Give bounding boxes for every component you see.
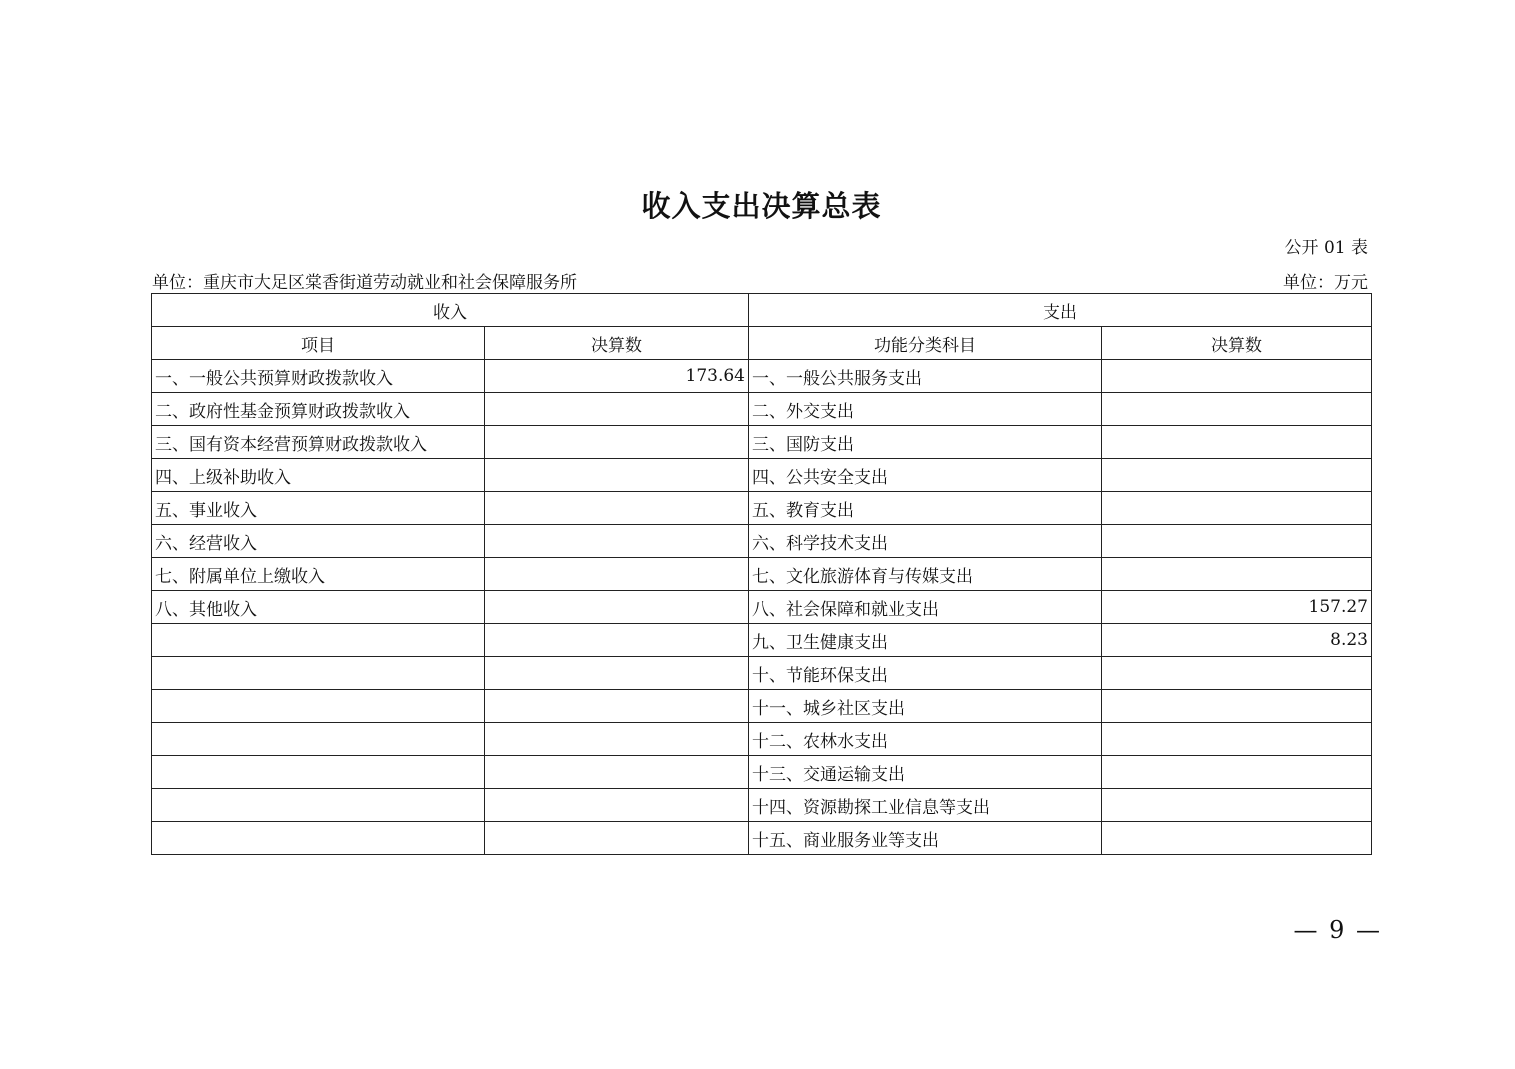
expense-item-cell: 三、国防支出 [749, 426, 1102, 459]
income-item-cell [152, 690, 485, 723]
income-item-cell: 七、附属单位上缴收入 [152, 558, 485, 591]
table-row [152, 690, 1372, 723]
expense-item-cell: 四、公共安全支出 [749, 459, 1102, 492]
income-amount-cell [485, 756, 749, 789]
expense-item-cell: 十四、资源勘探工业信息等支出 [749, 789, 1102, 822]
expense-item-cell: 九、卫生健康支出 [749, 624, 1102, 657]
expense-item-cell: 七、文化旅游体育与传媒支出 [749, 558, 1102, 591]
expense-item-cell: 十一、城乡社区支出 [749, 690, 1102, 723]
income-amount-cell [485, 459, 749, 492]
table-row [152, 723, 1372, 756]
expense-amount-cell: 157.27 [1102, 591, 1372, 624]
income-item-cell [152, 789, 485, 822]
table-body [152, 360, 1372, 855]
income-amount-cell [485, 723, 749, 756]
income-amount-cell [485, 822, 749, 855]
income-amount-cell [485, 657, 749, 690]
page-title: 收入支出决算总表 [641, 189, 882, 223]
table-row [152, 459, 1372, 492]
expense-amount-cell [1102, 657, 1372, 690]
expense-item-cell: 五、教育支出 [749, 492, 1102, 525]
expense-amount-cell: 8.23 [1102, 624, 1372, 657]
expense-amount-cell [1102, 459, 1372, 492]
unit-organization: 单位：重庆市大足区棠香街道劳动就业和社会保障服务所 [152, 273, 577, 293]
income-amount-cell [485, 393, 749, 426]
expense-item-cell: 一、一般公共服务支出 [749, 360, 1102, 393]
income-item-cell: 八、其他收入 [152, 591, 485, 624]
item-column-header: 项目 [152, 327, 485, 360]
expense-amount-cell [1102, 360, 1372, 393]
income-item-cell [152, 723, 485, 756]
page-number: — 9 — [1293, 916, 1382, 944]
budget-table [151, 293, 1372, 855]
expense-item-cell: 十五、商业服务业等支出 [749, 822, 1102, 855]
income-item-cell: 四、上级补助收入 [152, 459, 485, 492]
income-item-cell: 二、政府性基金预算财政拨款收入 [152, 393, 485, 426]
expense-item-cell: 十二、农林水支出 [749, 723, 1102, 756]
table-row [152, 624, 1372, 657]
expense-amount-cell [1102, 789, 1372, 822]
income-amount-cell [485, 558, 749, 591]
table-row [152, 426, 1372, 459]
income-amount-cell [485, 492, 749, 525]
expense-header: 支出 [749, 294, 1372, 327]
expense-amount-cell [1102, 723, 1372, 756]
income-amount-cell [485, 525, 749, 558]
expense-amount-cell [1102, 756, 1372, 789]
table-row [152, 525, 1372, 558]
table-row [152, 393, 1372, 426]
income-amount-column-header: 决算数 [485, 327, 749, 360]
income-item-cell [152, 822, 485, 855]
income-header: 收入 [152, 294, 749, 327]
expense-item-cell: 二、外交支出 [749, 393, 1102, 426]
table-row [152, 822, 1372, 855]
function-subject-column-header: 功能分类科目 [749, 327, 1102, 360]
unit-currency: 单位：万元 [1283, 273, 1368, 293]
expense-amount-cell [1102, 525, 1372, 558]
table-group-header-row [152, 294, 1372, 327]
income-item-cell [152, 657, 485, 690]
table-row [152, 789, 1372, 822]
income-amount-cell [485, 624, 749, 657]
table-row [152, 756, 1372, 789]
expense-amount-cell [1102, 426, 1372, 459]
income-amount-cell: 173.64 [485, 360, 749, 393]
expense-amount-column-header: 决算数 [1102, 327, 1372, 360]
table-row [152, 492, 1372, 525]
expense-item-cell: 六、科学技术支出 [749, 525, 1102, 558]
table-row [152, 360, 1372, 393]
expense-amount-cell [1102, 822, 1372, 855]
table-column-header-row [152, 327, 1372, 360]
income-item-cell: 六、经营收入 [152, 525, 485, 558]
income-amount-cell [485, 690, 749, 723]
expense-item-cell: 十、节能环保支出 [749, 657, 1102, 690]
expense-amount-cell [1102, 690, 1372, 723]
form-number: 公开 01 表 [1284, 238, 1368, 258]
table-row [152, 591, 1372, 624]
expense-item-cell: 八、社会保障和就业支出 [749, 591, 1102, 624]
table-row [152, 558, 1372, 591]
expense-item-cell: 十三、交通运输支出 [749, 756, 1102, 789]
income-item-cell: 五、事业收入 [152, 492, 485, 525]
expense-amount-cell [1102, 492, 1372, 525]
income-item-cell: 一、一般公共预算财政拨款收入 [152, 360, 485, 393]
table-row [152, 657, 1372, 690]
income-item-cell [152, 624, 485, 657]
expense-amount-cell [1102, 393, 1372, 426]
income-item-cell [152, 756, 485, 789]
income-amount-cell [485, 426, 749, 459]
income-amount-cell [485, 591, 749, 624]
expense-amount-cell [1102, 558, 1372, 591]
income-amount-cell [485, 789, 749, 822]
income-item-cell: 三、国有资本经营预算财政拨款收入 [152, 426, 485, 459]
